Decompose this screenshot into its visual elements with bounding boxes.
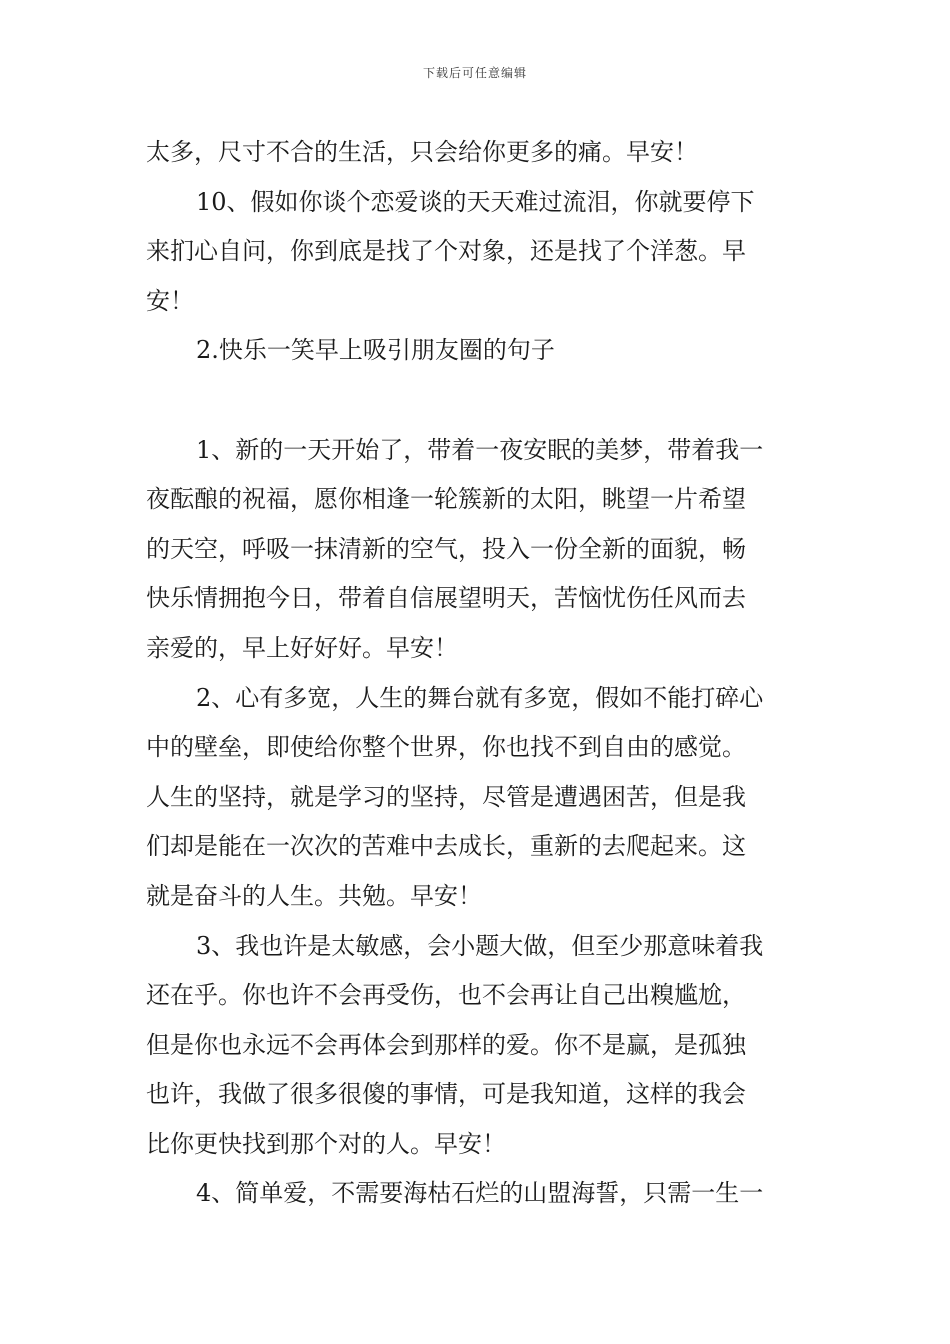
text-line: 就是奋斗的人生。共勉。早安！: [146, 881, 482, 910]
text-line: 比你更快找到那个对的人。早安！: [146, 1129, 506, 1158]
text-line: 安！: [146, 286, 194, 315]
text-line: 但是你也永远不会再体会到那样的爱。你不是赢，是孤独: [146, 1030, 746, 1059]
text-line: 太多，尺寸不合的生活，只会给你更多的痛。早安！: [146, 138, 698, 166]
paragraph-start: 1、新的一天开始了，带着一夜安眠的美梦，带着我一: [196, 435, 764, 464]
paragraph-start: 3、我也许是太敏感，会小题大做，但至少那意味着我: [196, 931, 764, 960]
text-line: 的天空，呼吸一抹清新的空气，投入一份全新的面貌，畅: [146, 534, 746, 563]
text-line: 们却是能在一次次的苦难中去成长，重新的去爬起来。这: [146, 832, 746, 861]
paragraph-start: 2、心有多宽，人生的舞台就有多宽，假如不能打碎心: [196, 683, 764, 712]
text-line: 夜酝酿的祝福，愿你相逢一轮簇新的太阳，眺望一片希望: [146, 485, 746, 514]
text-line: 来扪心自问，你到底是找了个对象，还是找了个洋葱。早: [146, 237, 746, 266]
document-body: [146, 128, 810, 1219]
blank-line: [146, 376, 810, 426]
header-note: 下载后可任意编辑: [422, 66, 527, 80]
paragraph-start: 4、简单爱，不需要海枯石烂的山盟海誓，只需一生一: [196, 1179, 764, 1208]
section-heading: 2.快乐一笑早上吸引朋友圈的句子: [196, 336, 555, 365]
text-line: 还在乎。你也许不会再受伤，也不会再让自己出糗尴尬，: [146, 981, 746, 1010]
text-line: 中的壁垒，即使给你整个世界，你也找不到自由的感觉。: [146, 733, 746, 762]
text-line: 亲爱的，早上好好好。早安！: [146, 633, 458, 662]
text-line: 也许，我做了很多很傻的事情，可是我知道，这样的我会: [146, 1080, 746, 1109]
text-line: 人生的坚持，就是学习的坚持，尽管是遭遇困苦，但是我: [146, 782, 746, 811]
text-line: 快乐情拥抱今日，带着自信展望明天，苦恼忧伤任风而去: [146, 584, 746, 613]
paragraph-start: 10、假如你谈个恋爱谈的天天难过流泪，你就要停下: [196, 187, 755, 216]
